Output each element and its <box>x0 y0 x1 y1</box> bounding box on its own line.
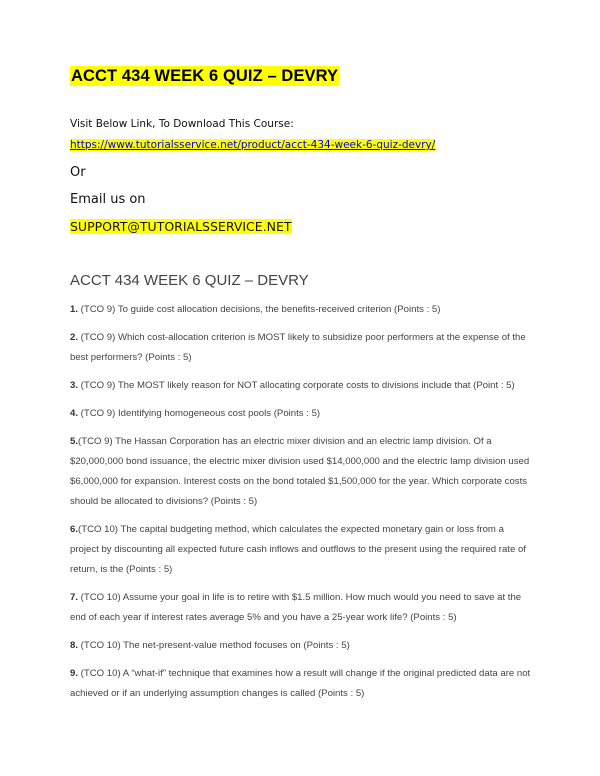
question-item <box>70 664 532 704</box>
question-number: 4. <box>70 408 79 419</box>
document-title: ACCT 434 WEEK 6 QUIZ – DEVRY <box>71 67 339 85</box>
question-number: 7. <box>70 592 79 603</box>
visit-text: Visit Below Link, To Download This Course: <box>70 118 294 130</box>
quiz-heading: ACCT 434 WEEK 6 QUIZ – DEVRY <box>70 272 309 289</box>
email-label: Email us on <box>70 192 146 207</box>
question-item <box>70 404 532 424</box>
question-item <box>70 520 532 580</box>
question-text: (TCO 10) A “what-if” technique that examines how a result will change if the original predicted data are not achieved or if an underlying assumption changes is called (Points : 5) <box>70 668 531 699</box>
download-link[interactable]: https://www.tutorialsservice.net/product/acct-434-week-6-quiz-devry/ <box>70 139 436 151</box>
question-item <box>70 328 532 368</box>
question-text: (TCO 9) Identifying homogeneous cost pools (Points : 5) <box>78 408 321 419</box>
question-list <box>70 300 532 712</box>
support-email: SUPPORT@TUTORIALSSERVICE.NET <box>70 219 292 234</box>
question-number: 5. <box>70 436 79 447</box>
question-item <box>70 300 532 320</box>
question-text: (TCO 9) The Hassan Corporation has an electric mixer division and an electric lamp division. Of a $20,000,000 bond issuance, the electric mixer division used $14,000,000 and the electric lamp division used $6,000,000 for expansion. Interest costs on the bond totaled $1,500,000 for the year. Which corporate costs should be allocated to divisions? (Points : 5) <box>70 436 530 507</box>
question-number: 8. <box>70 640 79 651</box>
question-text: (TCO 10) Assume your goal in life is to retire with $1.5 million. How much would you need to save at the end of each year if interest rates average 5% and you have a 25-year work life? (Points : 5) <box>70 592 522 623</box>
question-item <box>70 588 532 628</box>
or-text: Or <box>70 165 86 180</box>
question-text: (TCO 9) To guide cost allocation decisions, the benefits-received criterion (Points : 5) <box>78 304 441 315</box>
question-number: 6. <box>70 524 79 535</box>
question-text: (TCO 9) The MOST likely reason for NOT allocating corporate costs to divisions include that (Point : 5) <box>78 380 515 391</box>
question-number: 9. <box>70 668 79 679</box>
question-number: 3. <box>70 380 79 391</box>
question-number: 2. <box>70 332 79 343</box>
question-text: (TCO 9) Which cost-allocation criterion is MOST likely to subsidize poor performers at the expense of the best performers? (Points : 5) <box>70 332 526 363</box>
question-number: 1. <box>70 304 79 315</box>
question-item <box>70 376 532 396</box>
question-item <box>70 432 532 512</box>
question-text: (TCO 10) The capital budgeting method, which calculates the expected monetary gain or loss from a project by discounting all expected future cash inflows and outflows to the present using the required rate of return, is the (Points : 5) <box>70 524 526 575</box>
question-text: (TCO 10) The net-present-value method focuses on (Points : 5) <box>78 640 350 651</box>
question-item <box>70 636 532 656</box>
title-block <box>70 66 339 86</box>
